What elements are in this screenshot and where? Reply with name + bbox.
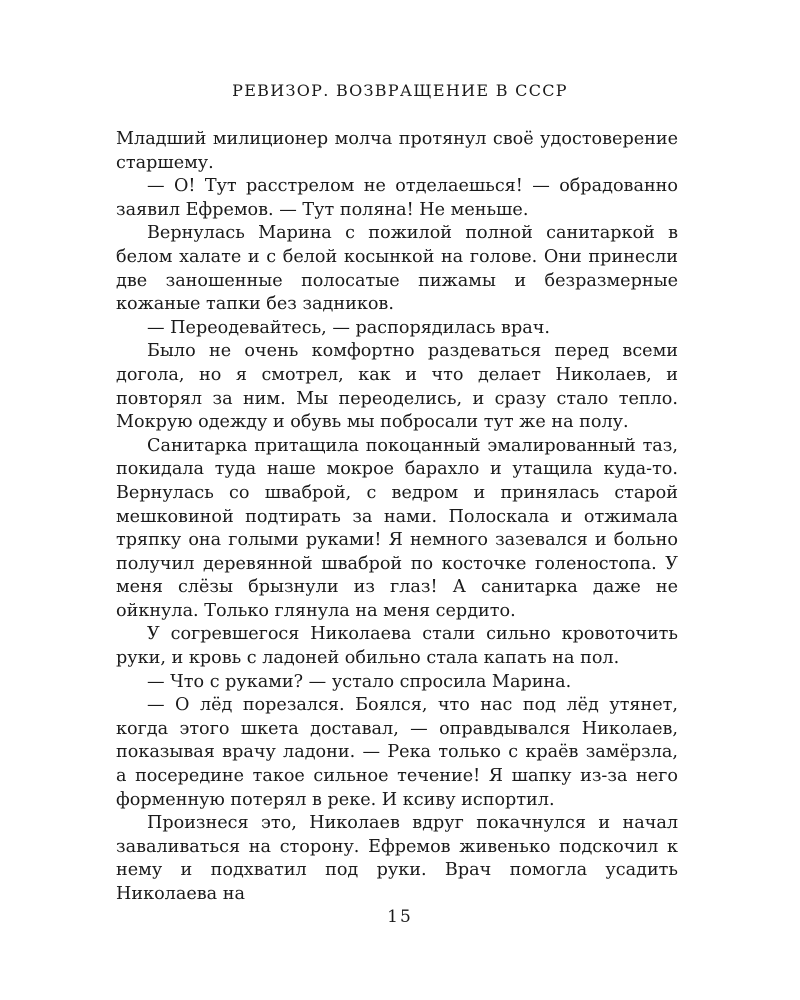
page-number: 15 xyxy=(387,907,413,927)
running-header: РЕВИЗОР. ВОЗВРАЩЕНИЕ В СССР xyxy=(232,81,568,100)
paragraph: Санитарка притащила покоцанный эмалированный таз, покидала туда наше мокрое барахло и утащила куда-то. Вернулась со шваброй, с ведром и принялась старой мешковиной подтирать за нами. Полоскала и отжимала тряпку она голыми руками! Я немного зазевался и больно получил деревянной шваброй по косточке голеностопа. У меня слёзы брызнули из глаз! А санитарка даже не ойкнула. Только глянула на меня сердито. xyxy=(116,435,678,621)
paragraph: У согревшегося Николаева стали сильно кровоточить руки, и кровь с ладоней обильно стала капать на пол. xyxy=(116,624,678,669)
paragraph: Вернулась Марина с пожилой полной санитаркой в белом халате и с белой косынкой на голове. Они принесли две заношенные полосатые пижамы и безразмерные кожаные тапки без задников. xyxy=(116,223,678,315)
paragraph: Младший милиционер молча протянул своё удостоверение старшему. xyxy=(116,129,678,173)
paragraph: Произнеся это, Николаев вдруг покачнулся и начал заваливаться на сторону. Ефремов живенько подскочил к нему и подхватил под руки. Врач помогла усадить Николаева на xyxy=(116,813,678,904)
paragraph: Было не очень комфортно раздеваться перед всеми догола, но я смотрел, как и что делает Николаев, и повторял за ним. Мы переоделись, и сразу стало тепло. Мокрую одежду и обувь мы побросали тут же на полу. xyxy=(116,341,678,433)
paragraph: — Что с руками? — устало спросила Марина. xyxy=(147,671,572,692)
paragraph: — Переодевайтесь, — распорядилась врач. xyxy=(147,317,550,338)
paragraph: — О лёд порезался. Боялся, что нас под лёд утянет, когда этого шкета доставал, — оправдывался Николаев, показывая врачу ладони. — Река только с краёв замёрзла, а посередине такое сильное течение! Я шапку из-за него форменную потерял в реке. И ксиву испортил. xyxy=(116,695,678,810)
paragraph: — О! Тут расстрелом не отделаешься! — обрадованно заявил Ефремов. — Тут поляна! Не меньше. xyxy=(116,176,678,220)
body-text xyxy=(116,128,678,907)
